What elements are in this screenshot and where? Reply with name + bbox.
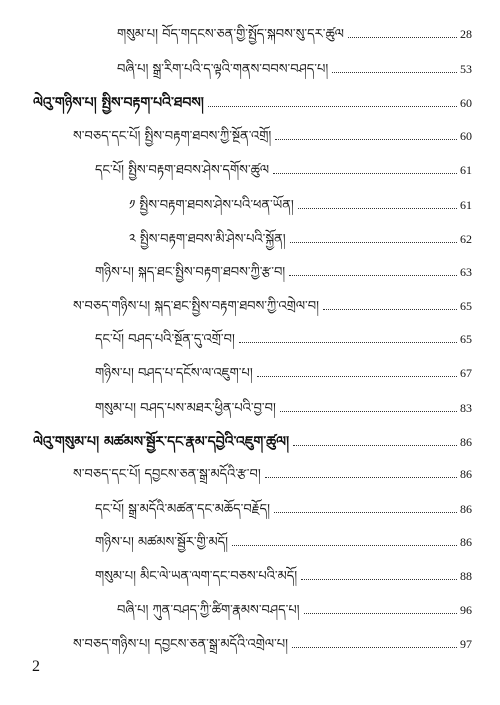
toc-entry-title: བཞི་པ། སྒྲ་རིག་པའི་ད་ལྟའི་གནས་བབས་བཤད་པ། bbox=[117, 62, 329, 77]
toc-entry bbox=[129, 226, 472, 248]
toc-entry bbox=[95, 259, 472, 281]
toc-chapter-entry bbox=[33, 90, 472, 112]
dot-leader bbox=[280, 411, 457, 412]
toc-entry-page: 63 bbox=[460, 265, 472, 279]
dot-leader bbox=[293, 445, 457, 446]
toc-entry bbox=[73, 293, 472, 315]
dot-leader bbox=[208, 106, 457, 107]
toc-entry bbox=[95, 496, 472, 518]
toc-chapter-title: ལེའུ་གཉིས་པ། སྤྱིས་བརྟག་པའི་ཐབས། bbox=[33, 95, 204, 111]
toc-entry-title: གསུམ་པ། བཤད་པས་མཐར་ཕྱིན་པའི་བྱ་བ། bbox=[95, 401, 276, 416]
toc-entry bbox=[95, 360, 472, 382]
toc-entry-page: 65 bbox=[460, 299, 472, 313]
dot-leader bbox=[290, 242, 457, 243]
toc-entry bbox=[95, 395, 472, 417]
toc-entry bbox=[117, 597, 472, 619]
toc-chapter-entry bbox=[33, 429, 472, 451]
toc-entry-page: 65 bbox=[460, 332, 472, 346]
dot-leader bbox=[265, 477, 457, 478]
toc-entry-page: 53 bbox=[460, 62, 472, 76]
dot-leader bbox=[232, 545, 457, 546]
toc-entry-page: 86 bbox=[460, 435, 472, 449]
toc-entry-page: 61 bbox=[460, 198, 472, 212]
dot-leader bbox=[301, 579, 457, 580]
toc-entry-title: གཉིས་པ། མཚམས་སྦྱོར་གྱི་མདོ། bbox=[95, 535, 229, 550]
dot-leader bbox=[257, 376, 457, 377]
dot-leader bbox=[348, 37, 457, 38]
dot-leader bbox=[323, 309, 457, 310]
toc-entry bbox=[117, 21, 472, 43]
toc-entry-page: 88 bbox=[460, 569, 472, 583]
toc-entry bbox=[95, 529, 472, 551]
toc-entry-page: 67 bbox=[460, 366, 472, 380]
toc-entry bbox=[73, 123, 472, 145]
toc-entry-page: 61 bbox=[460, 163, 472, 177]
toc-chapter-title: ལེའུ་གསུམ་པ། མཚམས་སྦྱོར་དང་རྣམ་དབྱེའི་འཇུག་ཚུལ། bbox=[33, 434, 290, 450]
toc-entry-title: ས་བཅད་གཉིས་པ། སྐད་ཐང་སྤྱིས་བརྟག་ཐབས་ཀྱི་འགྲེལ་བ། bbox=[73, 299, 319, 314]
toc-entry bbox=[95, 563, 472, 585]
dot-leader bbox=[298, 208, 457, 209]
toc-entry-page: 83 bbox=[460, 401, 472, 415]
dot-leader bbox=[332, 72, 457, 73]
toc-entry-title: བཞི་པ། ཀུན་བཤད་ཀྱི་ཚིག་རྣམས་བཤད་པ། bbox=[117, 603, 300, 618]
toc-entry-page: 60 bbox=[460, 129, 472, 143]
toc-entry bbox=[95, 326, 472, 348]
toc-entry-title: ས་བཅད་དང་པོ། སྤྱིས་བརྟག་ཐབས་ཀྱི་སྔོན་འགྲོ། bbox=[73, 129, 272, 144]
dot-leader bbox=[275, 139, 457, 140]
toc-entry bbox=[129, 192, 472, 214]
toc-entry-page: 86 bbox=[460, 502, 472, 516]
toc-entry-title: གཉིས་པ། བཤད་པ་དངོས་ལ་འཇུག་པ། bbox=[95, 366, 253, 381]
toc-entry-title: གསུམ་པ། མིང་ལེ་ཡན་ལག་དང་བཅས་པའི་མདོ། bbox=[95, 569, 298, 584]
toc-entry-title: དང་པོ། བཤད་པའི་སྔོན་དུ་འགྲོ་བ། bbox=[95, 332, 235, 347]
dot-leader bbox=[239, 342, 457, 343]
toc-entry-page: 86 bbox=[460, 467, 472, 481]
toc-entry bbox=[73, 631, 472, 653]
dot-leader bbox=[273, 173, 457, 174]
page-number: 2 bbox=[32, 658, 40, 675]
dot-leader bbox=[289, 275, 457, 276]
dot-leader bbox=[274, 512, 457, 513]
toc-entry bbox=[117, 56, 472, 78]
toc-entry-page: 60 bbox=[460, 96, 472, 110]
toc-entry-title: གསུམ་པ། བོད་གདངས་ཅན་གྱི་སྤྱོད་སྐབས་སུ་དར་ཚུལ bbox=[117, 27, 344, 42]
dot-leader bbox=[304, 613, 457, 614]
toc-entry-title: ༡ སྤྱིས་བརྟག་ཐབས་ཤེས་པའི་ཕན་ཡོན། bbox=[129, 198, 294, 213]
toc-entry-page: 96 bbox=[460, 603, 472, 617]
toc-entry-title: གཉིས་པ། སྐད་ཐང་སྤྱིས་བརྟག་ཐབས་ཀྱི་རྩ་བ། bbox=[95, 265, 286, 280]
dot-leader bbox=[292, 647, 457, 648]
toc-entry-title: ༢ སྤྱིས་བརྟག་ཐབས་མི་ཤེས་པའི་སྐྱོན། bbox=[129, 232, 286, 247]
toc-entry bbox=[95, 157, 472, 179]
toc-entry-title: ས་བཅད་གཉིས་པ། དབྱངས་ཅན་སྒྲ་མདོའི་འགྲེལ་པ། bbox=[73, 637, 289, 652]
toc-entry-title: ས་བཅད་དང་པོ། དབྱངས་ཅན་སྒྲ་མདོའི་རྩ་བ། bbox=[73, 467, 261, 482]
toc-entry-page: 62 bbox=[460, 232, 472, 246]
toc-entry bbox=[73, 461, 472, 483]
toc-entry-page: 97 bbox=[460, 637, 472, 651]
toc-entry-page: 86 bbox=[460, 535, 472, 549]
toc-entry-title: དང་པོ། སྒྲ་མདོའི་མཚན་དང་མཆོད་བརྗོད། bbox=[95, 502, 271, 517]
toc-entry-title: དང་པོ། སྤྱིས་བརྟག་ཐབས་ཤེས་དགོས་ཚུལ bbox=[95, 163, 270, 178]
toc-entry-page: 28 bbox=[460, 27, 472, 41]
